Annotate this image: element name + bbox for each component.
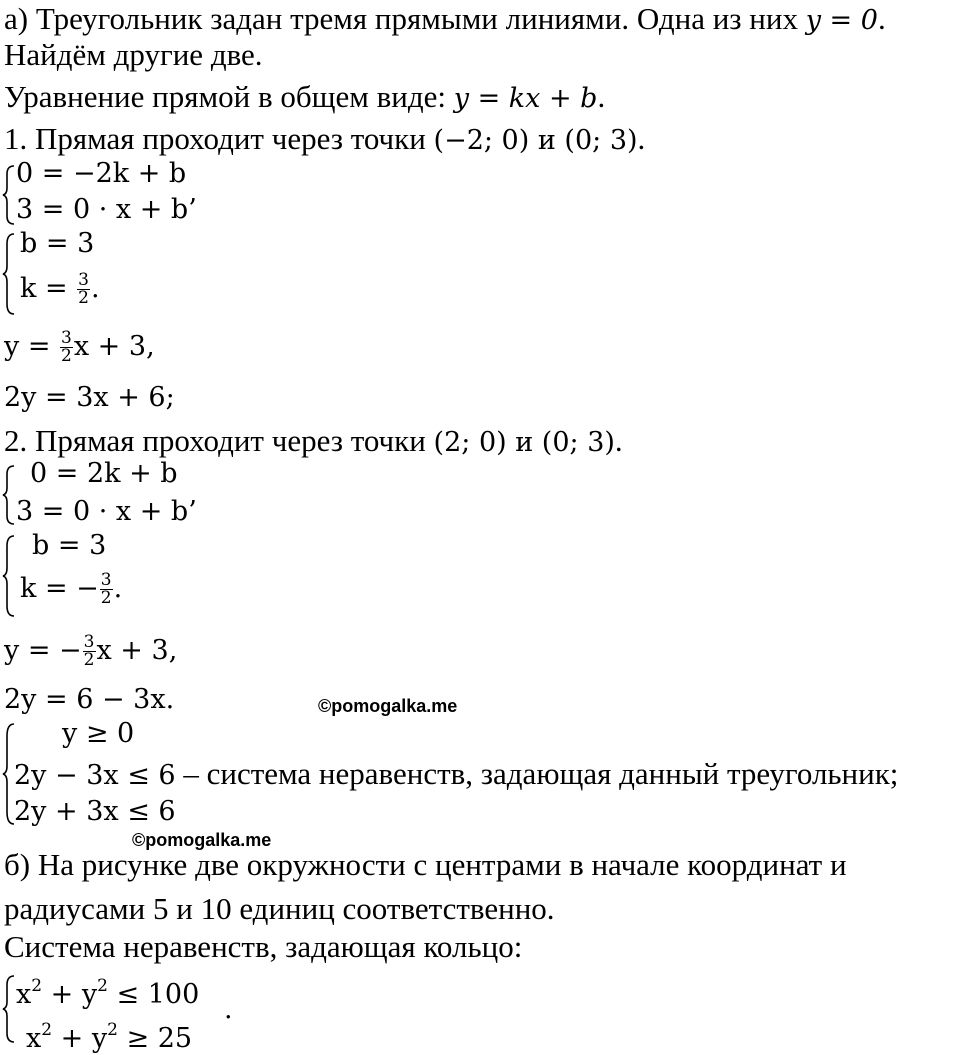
line2-heading: [4, 424, 623, 460]
ring-ineq-2-a: x: [26, 1023, 42, 1054]
line2-system2-eq2: [20, 572, 122, 607]
line2-equation-final: 2y = 6 − 3x.: [4, 684, 175, 715]
line2-system1-eq2-text: 3 = 0 · x + b: [16, 496, 189, 527]
ineq-2-caption: – система неравенств, задающая данный треугольник;: [175, 756, 899, 791]
line1-system1-eq2: [16, 194, 197, 226]
left-brace-icon: [2, 534, 16, 618]
line2-system1-eq1: 0 = 2k + b: [30, 458, 178, 489]
line1-system2-eq2: [20, 272, 100, 307]
line1-equation-final: 2y = 3x + 6;: [4, 382, 175, 413]
ineq-1: y ≥ 0: [62, 718, 135, 749]
fraction-denominator: 2: [61, 346, 72, 366]
line2-system1-eq2: [16, 496, 197, 528]
line2-points-end: .: [614, 423, 623, 458]
ring-ineq-1-a: x: [16, 979, 32, 1010]
ring-ineq-end: .: [224, 994, 233, 1025]
watermark: ©pomogalka.me: [318, 696, 458, 716]
line1-equation-rhs: x + 3,: [73, 331, 155, 362]
left-brace-icon: [2, 974, 16, 1044]
line1-points-end: .: [637, 121, 646, 156]
intro-line-1-math: y = 0: [805, 5, 878, 36]
line2-system1-end: ’: [188, 496, 197, 527]
line2-system2-eq2-lhs: k = −: [20, 573, 99, 604]
line1-heading-text: 1. Прямая проходит через точки: [4, 121, 434, 156]
general-equation-line: [4, 80, 605, 116]
exponent: 2: [107, 1020, 118, 1040]
ring-ineq-1-b: + y: [42, 979, 98, 1010]
exponent: 2: [41, 1020, 53, 1040]
fraction-denominator: 2: [78, 288, 89, 308]
line1-system2-eq1: b = 3: [20, 228, 95, 259]
left-brace-icon: [2, 464, 16, 526]
intro-line-1-end: .: [877, 1, 886, 36]
fraction: [60, 330, 73, 365]
fraction-denominator: 2: [83, 650, 95, 670]
line2-system2-end: .: [113, 573, 123, 604]
part-b-line-3: Система неравенств, задающая кольцо:: [4, 929, 523, 964]
line1-system1-eq1: 0 = −2k + b: [16, 158, 187, 189]
fraction-numerator: 3: [78, 270, 89, 290]
line1-equation-lhs: y =: [4, 331, 60, 362]
fraction: [83, 634, 96, 669]
intro-line-1: [4, 2, 886, 38]
fraction: [100, 572, 113, 607]
fraction-denominator: 2: [100, 588, 112, 608]
watermark: ©pomogalka.me: [132, 830, 272, 850]
ring-ineq-2-c: ≥ 25: [117, 1023, 193, 1054]
general-equation-text: Уравнение прямой в общем виде:: [4, 79, 454, 114]
general-equation-end: .: [597, 79, 606, 114]
part-b-line-1: б) На рисунке две окружности с центрами в начале координат и: [4, 847, 847, 882]
part-b-line-2: радиусами 5 и 10 единиц соответственно.: [4, 891, 555, 926]
line1-system2-end: .: [90, 273, 100, 304]
fraction: [77, 272, 90, 307]
line2-heading-text: 2. Прямая проходит через точки: [4, 423, 434, 458]
ring-ineq-1-c: ≤ 100: [107, 979, 200, 1010]
general-equation-math: y = kx + b: [453, 83, 598, 114]
line2-equation-lhs: y = −: [4, 635, 82, 666]
exponent: 2: [97, 976, 108, 996]
line1-points: (−2; 0) и (0; 3): [433, 125, 638, 156]
ring-ineq-1: [16, 970, 199, 1011]
intro-line-2: Найдём другие две.: [4, 37, 263, 72]
line1-system1-eq2-text: 3 = 0 · x + b: [16, 194, 189, 225]
ring-ineq-2: [26, 1014, 192, 1055]
left-brace-icon: [2, 232, 16, 316]
fraction-numerator: 3: [61, 328, 72, 348]
ineq-2: [14, 758, 898, 792]
line1-system1-end: ’: [188, 194, 197, 225]
line1-system2-eq2-lhs: k =: [20, 273, 77, 304]
line2-equation-rhs: x + 3,: [96, 635, 178, 666]
line1-equation: [4, 330, 155, 365]
ring-ineq-2-b: + y: [52, 1023, 108, 1054]
intro-line-1-text: а) Треугольник задан тремя прямыми линиями. Одна из них: [4, 1, 806, 36]
fraction-numerator: 3: [83, 632, 95, 652]
line1-heading: [4, 122, 645, 158]
left-brace-icon: [2, 164, 16, 226]
line2-points: (2; 0) и (0; 3): [433, 427, 615, 458]
exponent: 2: [31, 976, 43, 996]
ineq-2-math: 2y − 3x ≤ 6: [14, 760, 176, 791]
line2-equation: [4, 634, 177, 669]
line2-system2-eq1: b = 3: [32, 530, 107, 561]
ineq-3: 2y + 3x ≤ 6: [14, 796, 176, 827]
fraction-numerator: 3: [100, 570, 112, 590]
